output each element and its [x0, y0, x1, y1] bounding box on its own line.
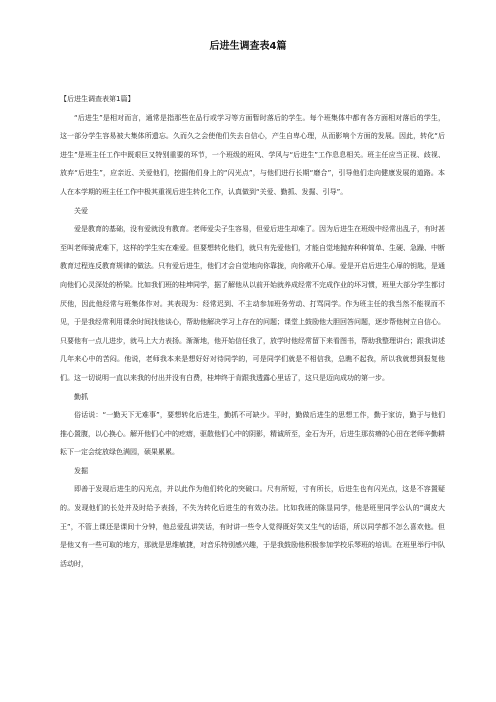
document-title: 后进生调查表4篇 [209, 41, 287, 52]
section-label: 【后进生调查表第1篇】 [60, 95, 135, 103]
heading-discover: 发掘 [74, 466, 88, 475]
heading-care: 关爱 [74, 206, 88, 215]
heading-diligence: 勤抓 [74, 392, 88, 401]
discover-paragraph: 即善于发现后进生的闪光点，并以此作为他们转化的突破口。尺有所短，寸有所长，后进生也有闪光点，这是不容置疑的。发现他们的长处并及时给予表扬，不失为转化后进生的有效办法。比如我班的陈显同学，他是班里同学公认的“调皮大王”，不管上课还是课间十分钟，他总爱乱讲笑话，有时讲一些令人觉得既好笑又生气的话语，所以同学都不怎么喜欢他。但是他又有一些可取的地方，那就是思维敏捷，对音乐特别感兴趣，于是我鼓励他积极参加学校乐琴班的培训。在班里举行中队活动时， [60, 485, 445, 568]
care-paragraph: 爱是教育的基础，没有爱就没有教育。老师爱尖子生容易，但爱后进生却难了。因为后进生在班级中经常出乱子，有时甚至叫老师骑虎难下，这样的学生实在难爱。但要想转化他们，就只有先爱他们，才能自觉地抛弃种种简单、生硬、急躁、中断教育过程连反教育规律的做法。只有爱后进生，他们才会自觉地向你靠拢，向你敞开心扉。爱是开启后进生心扉的钥匙，是通向他们心灵深处的桥梁。比如我们班的桂坤同学，据了解他从以前开始就养成经常不完成作业的坏习惯，班里大部分学生都讨厌他，因此他经常与班集体作对。其表现为：经常迟到、不主动参加班务劳动、打骂同学。作为班主任的我当然不能视而不见，于是我经常利用课余时间找他谈心，帮助他解决学习上存在的问题；课堂上鼓励他大胆回答问题，逐步帮他树立自信心。只要他有一点儿进步，就马上大力表扬。渐渐地，他开始信任我了，放学时他经常留下来看图书，帮助我整理讲台；跟我讲述几年来心中的苦闷。他说，老师我本来是想好好对待同学的，可是同学们就是不相信我，总瞧不起我，所以我就想到报复他们。这一切说明一直以来我的付出并没有白费，桂坤终于肯跟我透露心里话了，这只是迈向成功的第一步。 [60, 225, 445, 382]
document-body [60, 90, 445, 573]
diligence-paragraph: 俗话说：“一勤天下无难事”，要想转化后进生，勤抓不可缺少。平时，勤做后进生的思想工作，勤于家访，勤于与他们推心置腹，以心换心。解开他们心中的疙瘩，驱散他们心中的阴影，精诚所至，金石为开，后进生那贫瘠的心田在老师辛勤耕耘下一定会绽放绿色满园，硕果累累。 [60, 411, 445, 457]
intro-paragraph: “后进生”是相对而言，通常是指那些在品行或学习等方面暂时落后的学生。每个班集体中都有各方面相对落后的学生，这一部分学生容易被大集体所遗忘。久而久之会使他们失去自信心，产生自卑心理，从而影响个方面的发展。因此，转化“后进生”是班主任工作中既艰巨又特别重要的环节，一个班级的班风、学风与“后进生”工作息息相关。班主任应当正视、歧视、放弃“后进生”，应亲近、关爱他们，挖掘他们身上的“闪光点”，与他们进行长期“磨合”，引导他们走向健康发展的道路。本人在本学期的班主任工作中极其重视后进生转化工作，认真做到“关爱、勤抓、发掘、引导”。 [60, 113, 445, 196]
